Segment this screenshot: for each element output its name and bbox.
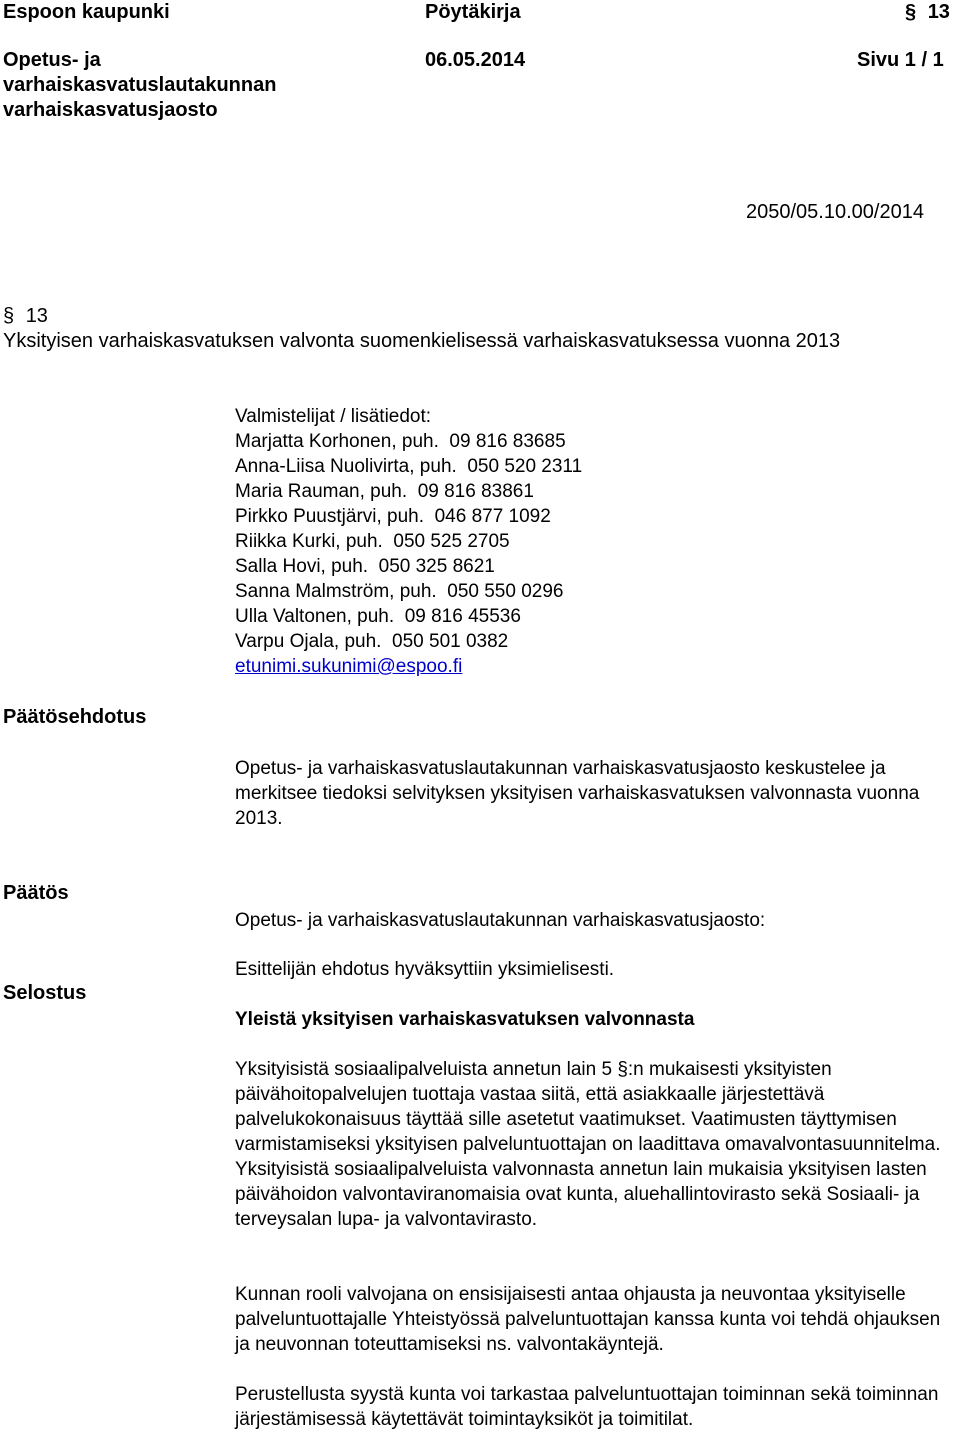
reference-number: 2050/05.10.00/2014: [746, 201, 924, 223]
city-name: Espoon kaupunki: [3, 1, 170, 23]
preparer-contact: Maria Rauman, puh. 09 816 83861: [235, 481, 534, 502]
decision-text: Esittelijän ehdotus hyväksyttiin yksimielisesti.: [235, 959, 615, 980]
preparer-contact: Salla Hovi, puh. 050 325 8621: [235, 556, 495, 577]
explanation-paragraph: Perustellusta syystä kunta voi tarkastaa palveluntuottajan toiminnan sekä toiminnan järjestämisessä käytettävät toimintayksiköt ja toimitilat.: [235, 1384, 939, 1430]
preparer-contact: Riikka Kurki, puh. 050 525 2705: [235, 531, 510, 552]
header-section: [905, 0, 950, 24]
preparer-contact: Anna-Liisa Nuolivirta, puh. 050 520 2311: [235, 456, 583, 477]
meeting-date: 06.05.2014: [425, 49, 526, 71]
item-section: [3, 304, 48, 329]
preparer-contact: Varpu Ojala, puh. 050 501 0382: [235, 631, 509, 652]
proposal-label: Päätösehdotus: [3, 706, 147, 728]
section-sign-icon: §: [3, 305, 15, 327]
committee-line: varhaiskasvatusjaosto: [3, 99, 218, 121]
committee-line: Opetus- ja: [3, 49, 101, 71]
preparers-heading: Valmistelijat / lisätiedot:: [235, 406, 432, 427]
item-title: Yksityisen varhaiskasvatuksen valvonta suomenkielisessä varhaiskasvatuksessa vuonna 2013: [3, 330, 841, 352]
item-number: 13: [25, 305, 48, 327]
preparer-contact: Ulla Valtonen, puh. 09 816 45536: [235, 606, 521, 627]
email-link[interactable]: etunimi.sukunimi@espoo.fi: [235, 656, 463, 677]
explanation-label: Selostus: [3, 982, 87, 1004]
committee-name: [3, 48, 276, 123]
decision-body-name: Opetus- ja varhaiskasvatuslautakunnan varhaiskasvatusjaosto:: [235, 910, 766, 931]
preparer-contact: Pirkko Puustjärvi, puh. 046 877 1092: [235, 506, 551, 527]
preparer-contact: Marjatta Korhonen, puh. 09 816 83685: [235, 431, 566, 452]
explanation-paragraph: Yksityisistä sosiaalipalveluista annetun lain 5 §:n mukaisesti yksityisten päivähoitopalvelujen tuottaja vastaa siitä, että asiakkaalle järjestettävä palvelukokonaisuus täyttää sille asetetut vaatimukset. Vaatimusten täyttymisen varmistamiseksi yksityisen palveluntuottajan on laadittava omavalvontasuunnitelma. Yksityisistä sosiaalipalveluista valvonnasta annetun lain mukaisia yksityisen lasten päivähoidon valvontaviranomaisia ovat kunta, aluehallintovirasto sekä Sosiaali- ja terveysalan lupa- ja valvontavirasto.: [235, 1059, 941, 1230]
preparers-block: [235, 404, 582, 679]
page-number: Sivu 1 / 1: [857, 49, 944, 71]
document-type: Pöytäkirja: [425, 1, 521, 23]
section-sign-icon: §: [905, 1, 917, 23]
explanation-paragraph: Kunnan rooli valvojana on ensisijaisesti antaa ohjausta ja neuvontaa yksityiselle palveluntuottajalle Yhteistyössä palveluntuottajan kanssa kunta voi tehdä ohjauksen ja neuvonnan toteuttamiseksi ns. valvontakäyntejä.: [235, 1284, 941, 1355]
decision-label: Päätös: [3, 882, 69, 904]
committee-line: varhaiskasvatuslautakunnan: [3, 74, 277, 96]
preparer-contact: Sanna Malmström, puh. 050 550 0296: [235, 581, 564, 602]
header-section-number: 13: [927, 1, 950, 23]
explanation-subheading: Yleistä yksityisen varhaiskasvatuksen valvonnasta: [235, 1009, 695, 1030]
proposal-text: Opetus- ja varhaiskasvatuslautakunnan varhaiskasvatusjaosto keskustelee ja merkitsee tiedoksi selvityksen yksityisen varhaiskasvatuksen valvonnasta vuonna 2013.: [235, 758, 920, 829]
